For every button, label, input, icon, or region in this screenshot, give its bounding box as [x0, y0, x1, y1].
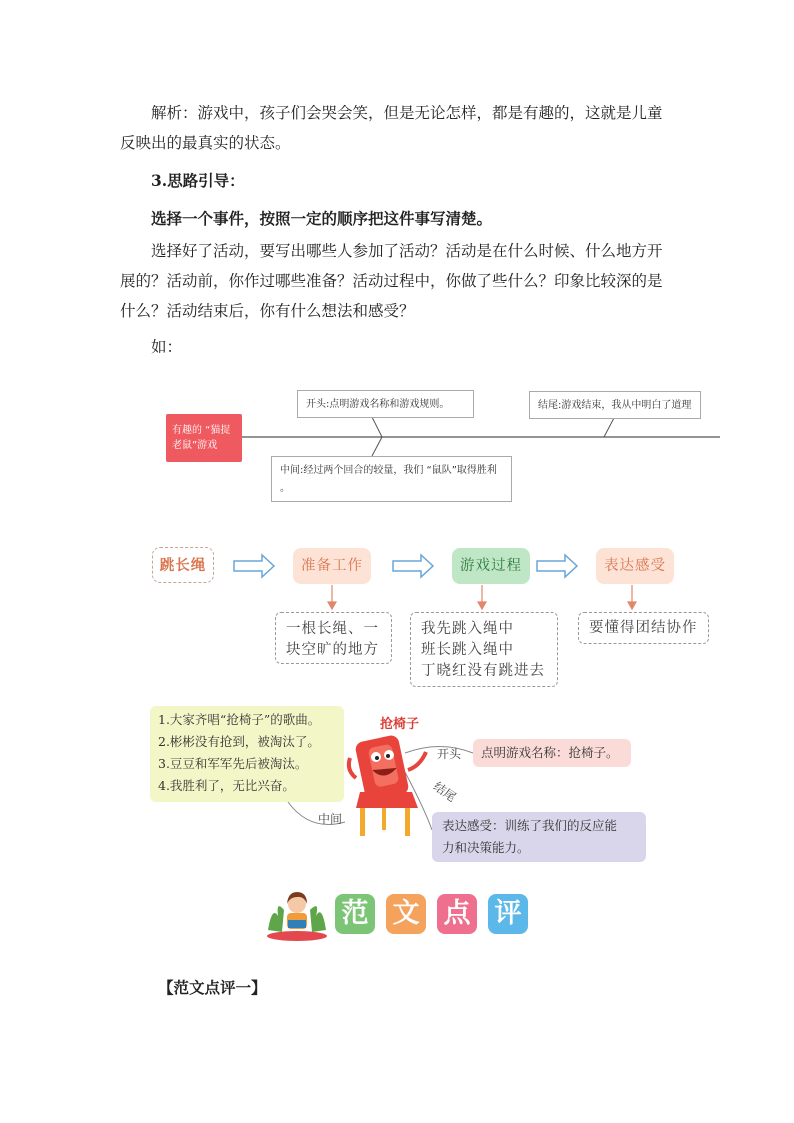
list-item: 2.彬彬没有抢到，被淘汰了。: [158, 734, 320, 749]
diagram1-start-box: 开头:点明游戏名称和游戏规则。: [297, 390, 474, 418]
process-line: 丁晓红没有跳进去: [421, 663, 545, 679]
example-label: 如：: [151, 338, 183, 356]
banner-char-1: 范: [335, 894, 375, 934]
prep-line: 块空旷的地方: [286, 642, 379, 658]
process-line: 我先跳入绳中: [421, 621, 514, 637]
list-item: 1.大家齐唱“抢椅子”的歌曲。: [158, 712, 321, 727]
label-middle: 中间: [318, 812, 343, 826]
start-box: 点明游戏名称：抢椅子。: [473, 739, 631, 767]
list-item: 4.我胜利了，无比兴奋。: [158, 778, 295, 793]
banner-char-2: 文: [386, 894, 426, 934]
section-heading: 3.思路引导：: [151, 171, 245, 190]
middle-line-1: 中间:经过两个回合的较量，我们 “鼠队”取得胜利: [280, 465, 497, 476]
step-process: 游戏过程: [452, 548, 530, 584]
chair-icon: [349, 734, 426, 836]
prep-line: 一根长绳、一: [286, 621, 379, 637]
label-end: 结尾: [430, 779, 459, 805]
body-line-2: 展的？活动前，你作过哪些准备？活动过程中，你做了些什么？印象比较深的是: [120, 272, 663, 290]
end-line-2: 力和决策能力。: [442, 840, 530, 855]
topic-box: 跳长绳: [152, 547, 214, 583]
title-line-1: 有趣的 “猫捉: [172, 425, 231, 436]
reading-girl-icon: [264, 886, 330, 942]
step-prepare: 准备工作: [293, 548, 371, 584]
label-start: 开头: [437, 747, 462, 761]
step-feeling: 表达感受: [596, 548, 674, 584]
analysis-line-2: 反映出的最真实的状态。: [120, 134, 291, 152]
body-line-1: 选择好了活动，要写出哪些人参加了活动？活动是在什么时候、什么地方开: [151, 242, 663, 260]
banner-char-4: 评: [488, 894, 528, 934]
body-line-3: 什么？活动结束后，你有什么想法和感受？: [120, 302, 415, 320]
end-line-1: 表达感受：训练了我们的反应能: [442, 818, 618, 833]
review-heading: 【范文点评一】: [158, 978, 267, 997]
diagram1-end-box: 结尾:游戏结束，我从中明白了道理: [529, 391, 701, 419]
chair-title: 抢椅子: [380, 717, 420, 732]
analysis-line-1: 解析：游戏中，孩子们会哭会笑，但是无论怎样，都是有趣的，这就是儿童: [151, 104, 663, 122]
end-box: [432, 812, 646, 862]
process-line: 班长跳入绳中: [421, 642, 514, 658]
banner-char-3: 点: [437, 894, 477, 934]
list-item: 3.豆豆和军军先后被淘汰。: [158, 756, 308, 771]
section-bold-line: 选择一个事件，按照一定的顺序把这件事写清楚。: [151, 209, 493, 228]
middle-line-2: 。: [280, 483, 290, 494]
feeling-line: 要懂得团结协作: [589, 620, 698, 636]
title-line-2: 老鼠”游戏: [172, 440, 218, 451]
